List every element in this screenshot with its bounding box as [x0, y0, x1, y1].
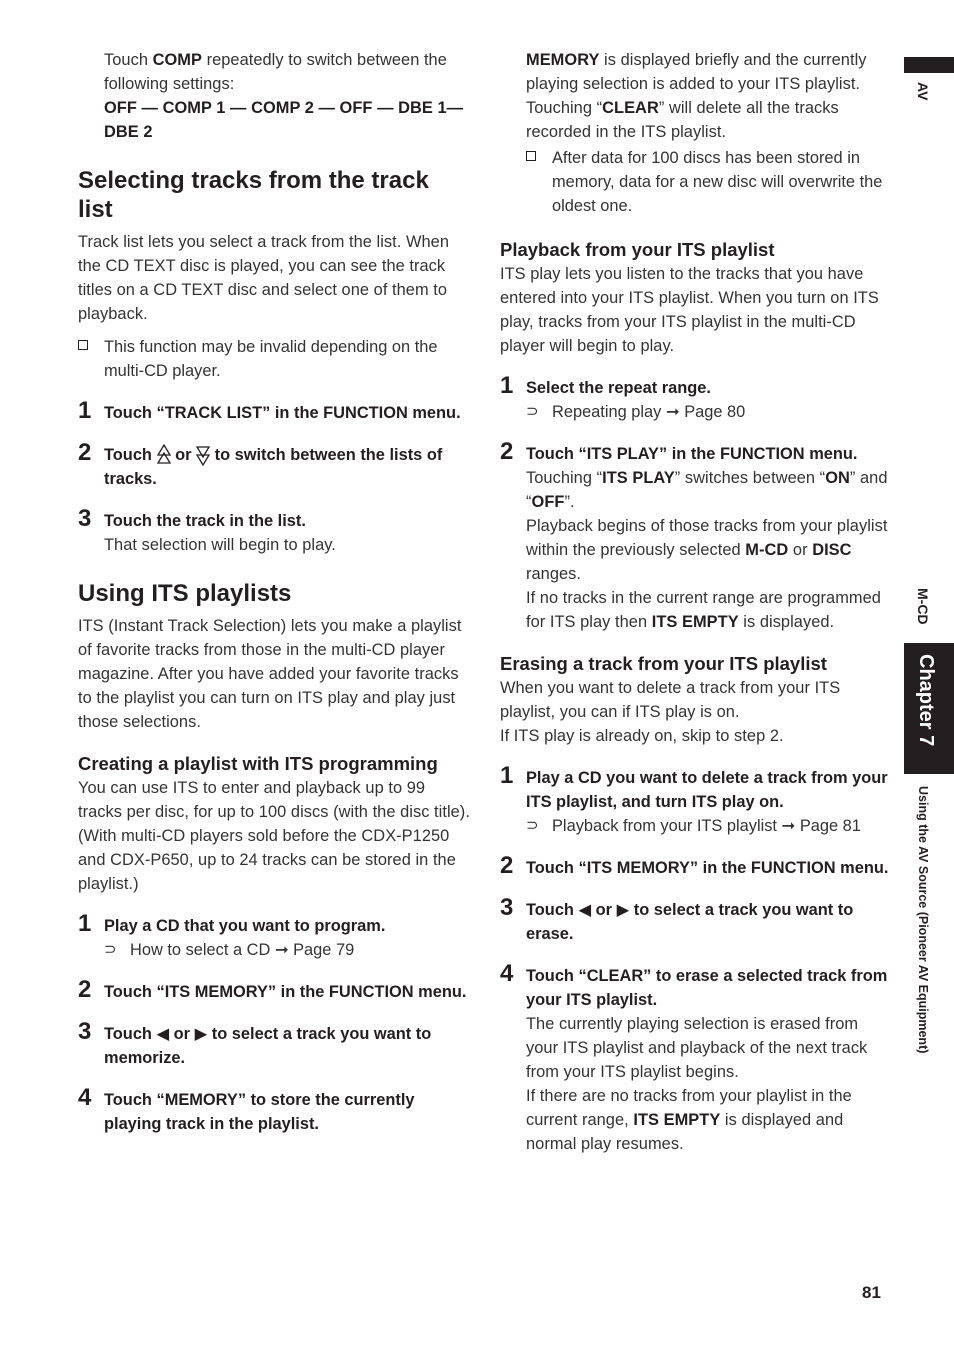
- playback-intro: ITS play lets you listen to the tracks that you have entered into your ITS playlist. When you turn on ITS play, tracks from your ITS playlist in the multi-CD player will begin to play.: [500, 265, 879, 355]
- reference-arrow-icon: ⊃: [104, 941, 117, 958]
- section-label: Using the AV Source (Pioneer AV Equipment): [916, 786, 930, 1054]
- erasing-heading: Erasing a track from your ITS playlist: [500, 653, 827, 674]
- creating-intro: You can use ITS to enter and playback up to 99 tracks per disc, for up to 100 discs (with the disc title). (With multi-CD players sold before the CDX-P1250 and CDX-P650, up to 24 tracks can be stored in the playlist.): [78, 779, 470, 893]
- mcd-label: M-CD: [915, 588, 931, 625]
- clear-desc: Touching “CLEAR” will delete all the tracks recorded in the ITS playlist.: [526, 99, 839, 141]
- note-100-discs: After data for 100 discs has been stored in memory, data for a new disc will overwrite the oldest one.: [526, 146, 892, 218]
- comp-settings: OFF — COMP 1 — COMP 2 — OFF — DBE 1— DBE 2: [104, 99, 464, 141]
- erasing-step-3: 3 Touch ◀ or ▶ to select a track you want to erase.: [500, 894, 854, 943]
- creating-step-4: 4 Touch “MEMORY” to store the currently playing track in the playlist.: [78, 1084, 415, 1133]
- creating-heading: Creating a playlist with ITS programming: [78, 753, 438, 774]
- note-checkbox-icon: [526, 151, 536, 161]
- right-column: [500, 48, 892, 1156]
- comp-intro: Touch COMP repeatedly to switch between the following settings:: [104, 51, 447, 93]
- page-number: 81: [862, 1283, 881, 1302]
- erasing-intro-1: When you want to delete a track from your ITS playlist, you can if ITS play is on.: [500, 679, 841, 721]
- creating-step-2: 2 Touch “ITS MEMORY” in the FUNCTION menu.: [78, 976, 467, 1003]
- its-heading: Using ITS playlists: [78, 580, 292, 607]
- memory-desc: MEMORY is displayed briefly and the currently playing selection is added to your ITS playlist.: [526, 51, 867, 93]
- left-column: [78, 48, 470, 1136]
- its-intro: ITS (Instant Track Selection) lets you make a playlist of favorite tracks from those in the multi-CD player magazine. After you have added your favorite tracks to the playlist you can turn on ITS play and play just those selections.: [78, 617, 462, 731]
- av-label: AV: [915, 82, 931, 101]
- track-list-heading: Selecting tracks from the track list: [78, 167, 429, 223]
- note-checkbox-icon: [78, 340, 88, 350]
- erasing-step-2: 2 Touch “ITS MEMORY” in the FUNCTION menu.: [500, 852, 889, 879]
- chapter-label: Chapter 7: [915, 654, 937, 747]
- track-list-step-3: 3 Touch the track in the list. That selection will begin to play.: [78, 505, 336, 554]
- av-tab: [904, 57, 954, 73]
- erasing-intro-2: If ITS play is already on, skip to step 2.: [500, 727, 784, 745]
- erasing-step-1: 1 Play a CD you want to delete a track from your ITS playlist, and turn ITS play on. ⊃ Playback from your ITS playlist ➞ Page 81: [500, 766, 892, 838]
- down-arrow-icon: [196, 444, 210, 466]
- track-list-intro: Track list lets you select a track from the list. When the CD TEXT disc is played, you can see the track titles on a CD TEXT disc and select one of them to playback.: [78, 233, 449, 323]
- playback-step-2: 2 Touch “ITS PLAY” in the FUNCTION menu. Touching “ITS PLAY” switches between “ON” and “OFF”. Playback begins of those tracks from your playlist within the previously selected M-CD or DISC ranges. If no tracks in the current range are programmed for ITS play then ITS EMPTY is displayed.: [500, 438, 888, 631]
- track-list-note: This function may be invalid depending on the multi-CD player.: [78, 335, 470, 383]
- erasing-step-4: 4 Touch “CLEAR” to erase a selected track from your ITS playlist. The currently playing selection is erased from your ITS playlist and playback of the next track from your ITS playlist begins. If there are no tracks from your playlist in the current range, ITS EMPTY is displayed and normal play resumes.: [500, 960, 888, 1153]
- creating-step-1: 1 Play a CD that you want to program. ⊃ How to select a CD ➞ Page 79: [78, 914, 470, 962]
- track-list-step-1: 1 Touch “TRACK LIST” in the FUNCTION menu.: [78, 397, 461, 424]
- track-list-step-2: 2 Touch or to switch between the lists of tracks.: [78, 439, 443, 488]
- playback-heading: Playback from your ITS playlist: [500, 239, 775, 260]
- playback-step-1: 1 Select the repeat range. ⊃ Repeating play ➞ Page 80: [500, 376, 892, 424]
- reference-arrow-icon: ⊃: [526, 403, 539, 420]
- up-arrow-icon: [157, 444, 171, 466]
- creating-step-3: 3 Touch ◀ or ▶ to select a track you want to memorize.: [78, 1018, 432, 1067]
- reference-arrow-icon: ⊃: [526, 817, 539, 834]
